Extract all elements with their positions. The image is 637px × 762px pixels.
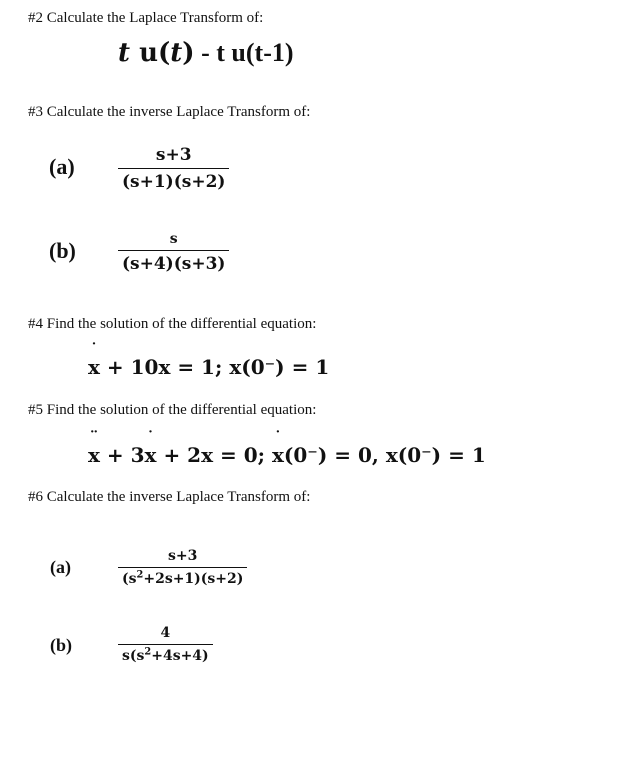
dot-accent: ˙	[273, 427, 282, 447]
problem-2-expression	[118, 38, 294, 68]
den-pre: (s	[122, 571, 137, 587]
var-x: x	[144, 443, 157, 467]
ddot-accent: ¨	[89, 427, 98, 447]
problem-6a-label: (a)	[50, 557, 71, 577]
problem-5-equation	[88, 427, 486, 467]
fraction-numerator: s	[169, 231, 178, 247]
expr-close: )	[182, 38, 195, 68]
problem-3a-label: (a)	[49, 154, 75, 179]
problem-6-prompt: #6 Calculate the inverse Laplace Transform of:	[28, 489, 311, 505]
problem-4-prompt: #4 Find the solution of the differential equation:	[28, 316, 317, 332]
expr-t: t	[118, 38, 131, 68]
problem-4-equation	[88, 339, 330, 379]
den-pre: s(s	[122, 648, 145, 664]
fraction-denominator: (s+4)(s+3)	[118, 250, 229, 274]
equation-rest: + 10x = 1; x(0⁻) = 1	[99, 355, 330, 379]
expr-rest: - t u(t-1)	[194, 38, 294, 67]
problem-6a-fraction	[118, 548, 247, 587]
expr-t2: t	[170, 38, 183, 68]
problem-3-prompt: #3 Calculate the inverse Laplace Transform of:	[28, 104, 311, 120]
expr-u: u(	[130, 38, 171, 68]
den-post: +2s+1)(s+2)	[143, 571, 244, 587]
problem-3b-label: (b)	[49, 238, 76, 263]
fraction-denominator	[118, 644, 213, 664]
den-exponent: 2	[144, 646, 152, 658]
problem-2-prompt: #2 Calculate the Laplace Transform of:	[28, 10, 264, 26]
dot-accent: ˙	[146, 427, 155, 447]
fraction-numerator: s+3	[168, 548, 198, 564]
var-x: x	[88, 355, 100, 379]
equation-mid: + 2x = 0;	[156, 443, 272, 467]
problem-3b-fraction	[118, 228, 229, 274]
var-x: x	[88, 443, 100, 467]
problem-6b-label: (b)	[50, 635, 72, 655]
equation-rest: (0⁻) = 0, x(0⁻) = 1	[283, 443, 486, 467]
den-exponent: 2	[136, 569, 144, 581]
dot-accent: ˙	[89, 339, 98, 359]
den-post: +4s+4)	[151, 648, 209, 664]
fraction-denominator: (s+1)(s+2)	[118, 168, 229, 192]
equation-mid: + 3	[99, 443, 145, 467]
fraction-denominator	[118, 567, 247, 587]
fraction-numerator: 4	[160, 625, 171, 641]
var-x: x	[271, 443, 284, 467]
problem-5-prompt: #5 Find the solution of the differential equation:	[28, 402, 317, 418]
problem-3a-fraction	[118, 145, 229, 192]
fraction-numerator: s+3	[155, 145, 192, 165]
problem-6b-fraction	[118, 625, 213, 664]
